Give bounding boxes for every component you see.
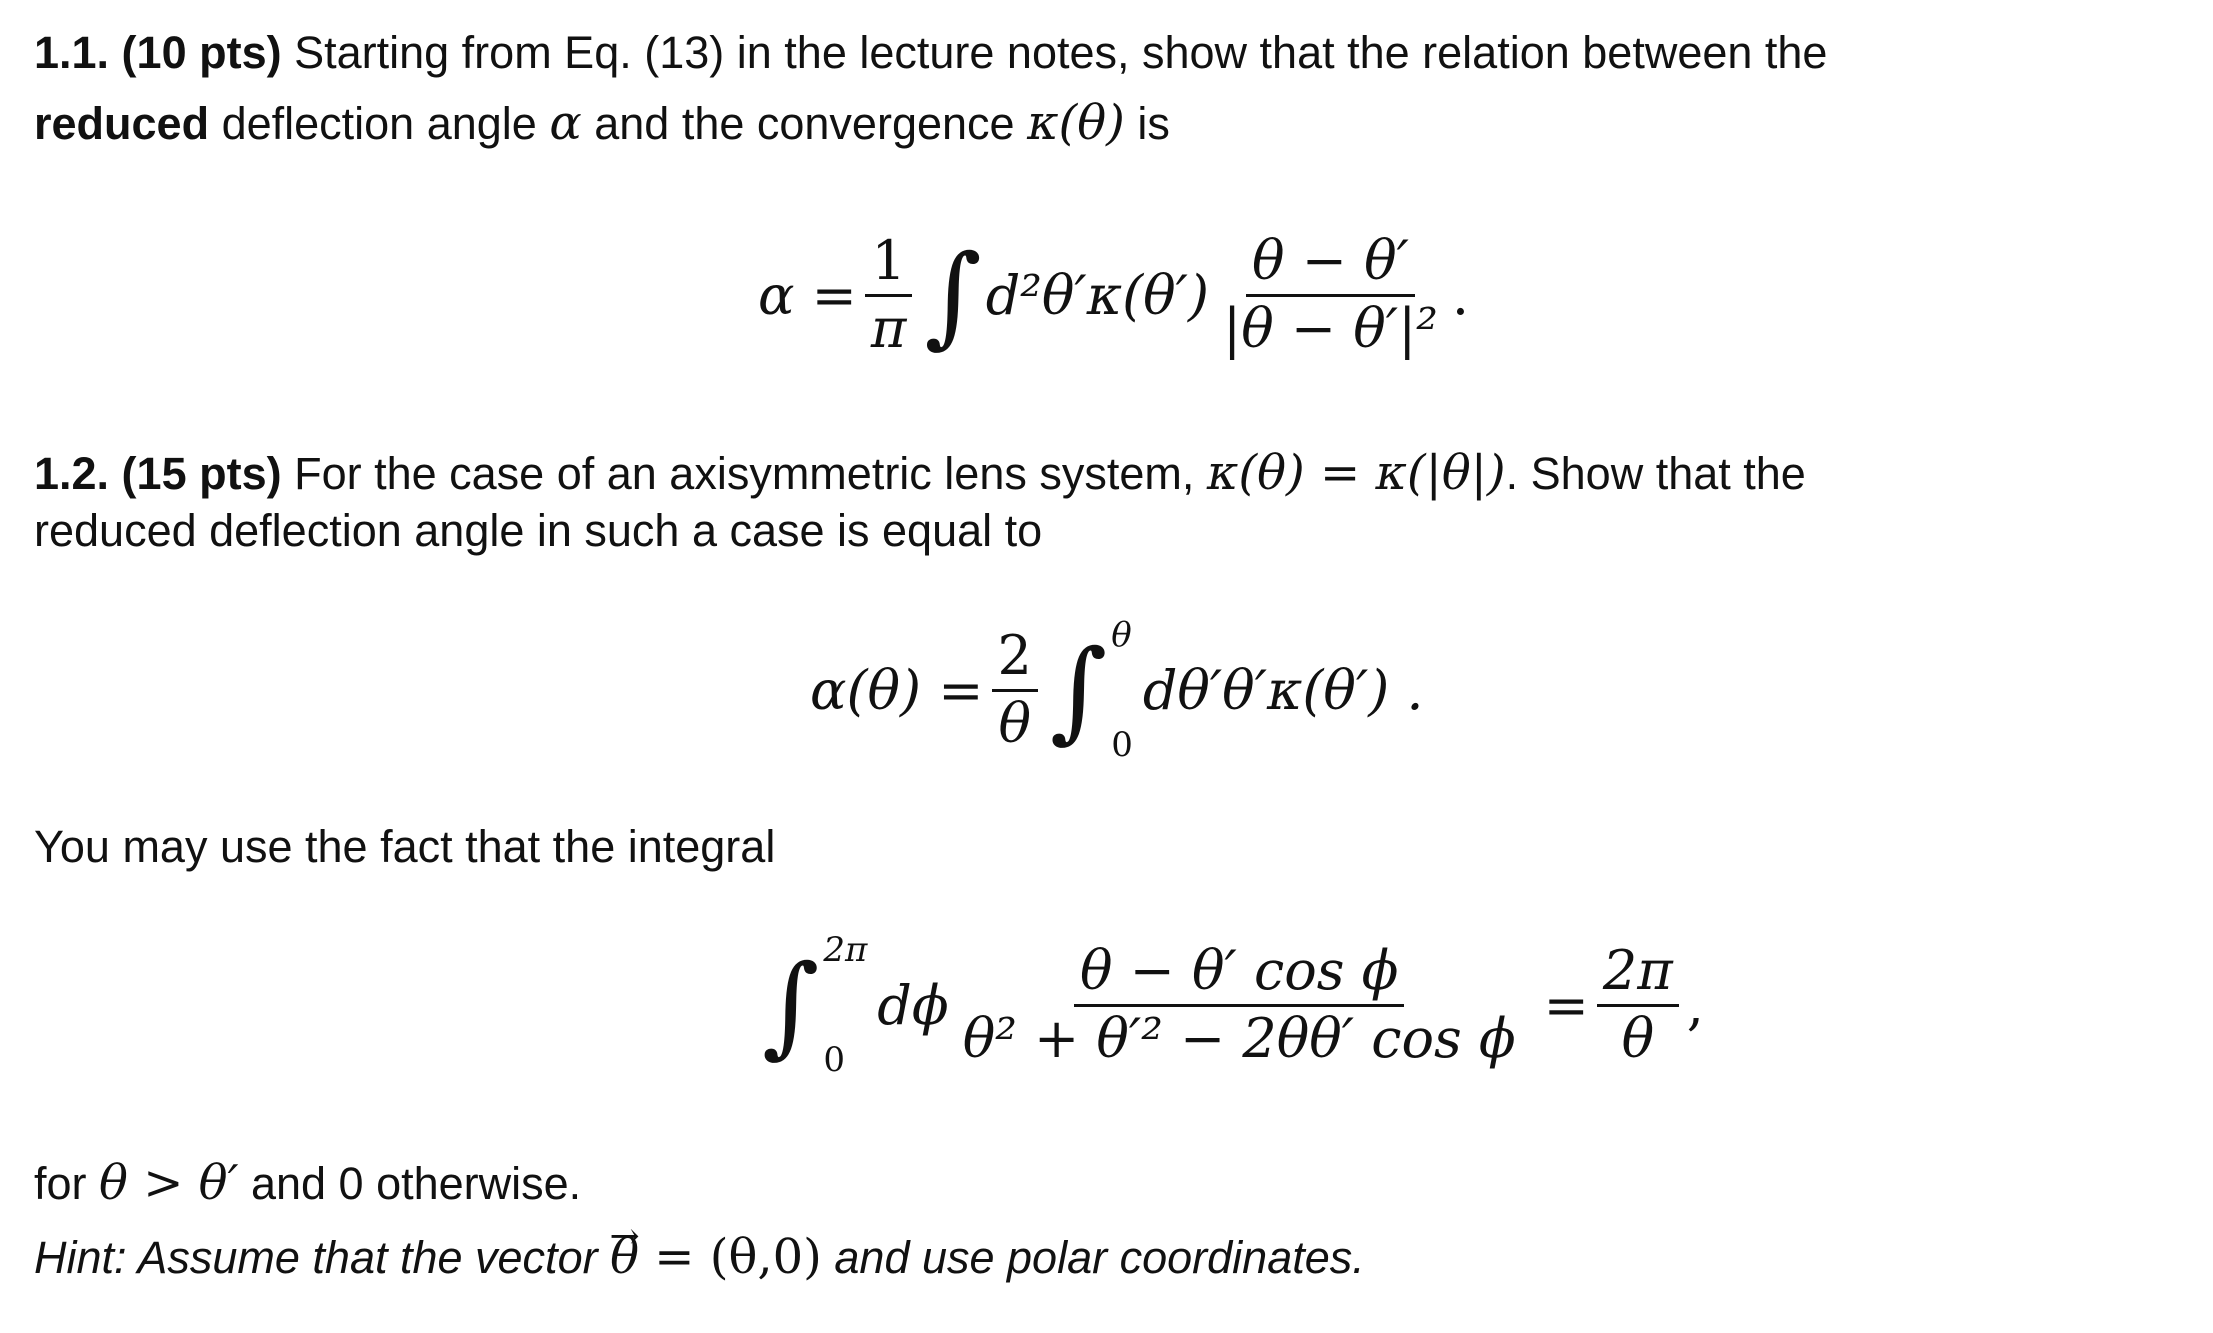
problem-1-2-label: 1.2. (15 pts) [34,448,282,499]
equation-deflection-angle [758,195,1469,395]
integral-intro-text [34,812,775,882]
problem-1-2-text-b: . Show that the [1505,448,1806,499]
hint-line [34,1222,1365,1293]
eq1-kernel-num: θ − θ′ [1246,233,1415,297]
eq1-end: . [1451,263,1470,327]
kappa-theta-symbol: κ(θ) [1027,95,1125,151]
eq2-integral-sign: ∫ [1049,626,1108,754]
hint-math: = (θ,0) [639,1229,822,1285]
eq3-result-num: 2π [1597,943,1679,1007]
eq2-lower-limit: 0 [1111,725,1133,765]
eq3-result [1597,938,1679,1070]
integral-intro-sentence: You may use the fact that the integral [34,821,776,872]
condition-line [34,1148,581,1219]
hint-theta-vector: → θ [610,1222,639,1292]
reduced-bold-word: reduced [34,98,210,149]
eq3-lower-limit: 0 [823,1040,845,1080]
eq3-kernel [957,938,1522,1070]
eq2-lhs: α(θ) = [810,658,984,722]
eq3-dphi: dϕ [877,973,949,1037]
eq1-integral-sign: ∫ [924,231,982,359]
problem-1-1-line-1 [34,18,1827,88]
problem-1-1-label: 1.1. (10 pts) [34,27,282,78]
eq1-kernel [1217,228,1444,360]
eq3-upper-limit: 2π [823,930,868,970]
condition-post: and 0 otherwise. [238,1158,582,1209]
axisymmetric-condition: κ(θ) = κ(|θ|) [1206,445,1506,501]
eq2-upper-limit: θ [1111,615,1132,655]
eq2-integrand: dθ′θ′κ(θ′) . [1142,658,1424,722]
eq1-lhs: α = [758,263,857,327]
condition-pre: for [34,1158,100,1209]
eq1-integrand: d²θ′κ(θ′) [985,263,1210,327]
eq3-end: , [1686,973,1704,1037]
eq1-prefactor [865,228,913,360]
problem-1-2-line-2 [34,496,1042,566]
eq1-kernel-den: |θ − θ′|² [1223,296,1438,360]
problem-1-1-text: Starting from Eq. (13) in the lecture notes, show that the relation between the [281,27,1828,78]
hint-post: and use polar coordinates. [821,1232,1365,1283]
eq2-prefactor-num: 2 [992,628,1038,692]
problem-1-1-text-2c: is [1124,98,1170,149]
eq2-prefactor-den: θ [998,691,1031,755]
eq1-prefactor-den: π [870,296,907,360]
equation-angular-integral [758,915,1704,1095]
eq3-limits [823,930,867,1080]
problem-1-1-text-2b: and the convergence [581,98,1028,149]
alpha-symbol: α [549,95,582,151]
eq3-kernel-num: θ − θ′ cos ϕ [1074,943,1404,1007]
problem-1-2-text-2: reduced deflection angle in such a case is equal to [34,505,1043,556]
eq3-kernel-den: θ² + θ′² − 2θθ′ cos ϕ [962,1006,1516,1070]
eq2-prefactor [992,623,1038,755]
hint-pre: Hint: Assume that the vector [34,1232,611,1283]
eq3-result-den: θ [1621,1006,1655,1070]
problem-1-1-text-2a: deflection angle [209,98,550,149]
problem-1-2-text: For the case of an axisymmetric lens system, [281,448,1207,499]
eq1-prefactor-num: 1 [865,233,911,297]
problem-1-1-line-2 [34,88,1170,159]
eq3-integral-sign: ∫ [762,941,820,1069]
equation-axisymmetric-deflection [810,600,1424,780]
eq3-equals: = [1543,973,1589,1037]
condition-math: θ > θ′ [99,1155,239,1211]
eq2-limits [1111,615,1133,765]
